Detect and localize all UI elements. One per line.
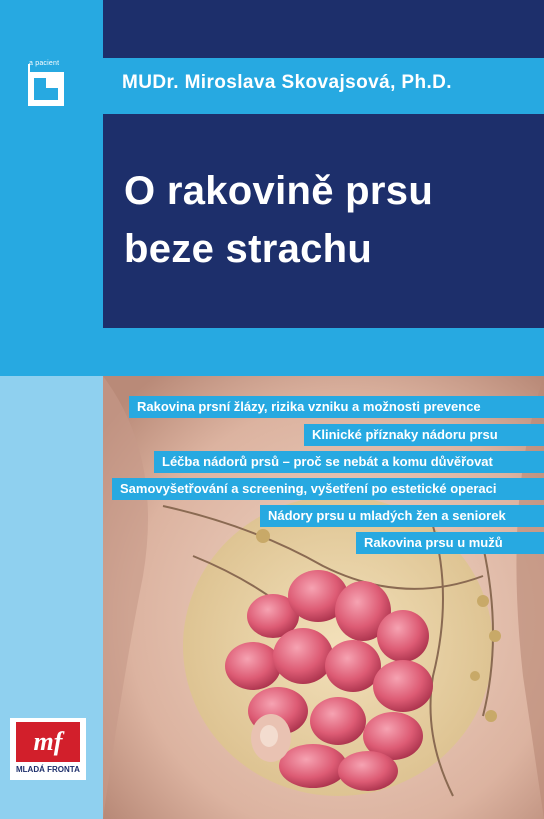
topic-label: Rakovina prsu u mužů xyxy=(364,535,503,550)
topic-label: Samovyšetřování a screening, vyšetření po estetické operaci xyxy=(120,481,497,496)
topic-label: Rakovina prsní žlázy, rizika vzniku a možnosti prevence xyxy=(137,399,481,414)
book-title xyxy=(124,162,433,278)
topic-label: Léčba nádorů prsů – proč se nebát a komu důvěřovat xyxy=(162,454,493,469)
topic-3 xyxy=(154,451,544,473)
author-name: MUDr. Miroslava Skovajsová, Ph.D. xyxy=(122,72,452,93)
topic-4 xyxy=(112,478,544,500)
topic-1 xyxy=(129,396,544,418)
publisher-logo xyxy=(10,718,86,780)
series-label: a pacient xyxy=(29,60,60,67)
topic-label: Klinické příznaky nádoru prsu xyxy=(312,427,498,442)
divider-band xyxy=(0,328,544,376)
publisher-name: MLADÁ FRONTA xyxy=(16,765,80,774)
top-navy-panel xyxy=(103,0,544,58)
publisher-mark: mf xyxy=(16,722,80,762)
title-line-2: beze strachu xyxy=(124,227,373,271)
topic-label: Nádory prsu u mladých žen a seniorek xyxy=(268,508,506,523)
topic-5 xyxy=(260,505,544,527)
topic-6 xyxy=(356,532,544,554)
topic-2 xyxy=(304,424,544,446)
title-line-1: O rakovině prsu xyxy=(124,169,434,213)
